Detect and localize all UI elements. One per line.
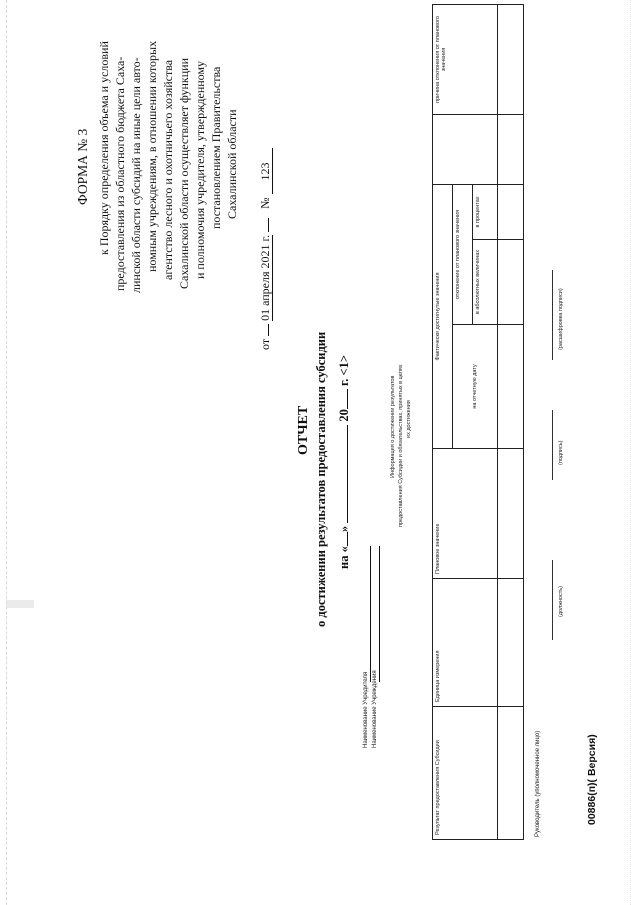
form-number-heading: ФОРМА № 3 bbox=[75, 128, 90, 205]
header-deviation: отклонение от планового значения bbox=[452, 184, 473, 324]
report-subtitle: о достижении результатов предоставления субсидии bbox=[314, 331, 328, 627]
preamble-line-8: постановлением Правительства bbox=[209, 66, 223, 229]
preamble-line-5: агентство лесного и охотничьего хозяйства bbox=[161, 59, 175, 280]
cell-empty bbox=[498, 114, 524, 184]
preamble-line-2: предоставления из областного бюджета Саха- bbox=[113, 56, 127, 291]
institution-underline[interactable] bbox=[379, 546, 380, 682]
cell-on-date[interactable] bbox=[498, 325, 524, 449]
header-pct: в процентах bbox=[473, 184, 498, 239]
preamble-line-7: и полномочия учредителя, утвержденному bbox=[193, 60, 207, 279]
approval-date: 01 апреля 2021 г. bbox=[258, 234, 272, 321]
founder-label: Наименование Учредителя bbox=[363, 671, 369, 748]
cell-reason[interactable] bbox=[498, 4, 524, 114]
report-date-prefix: на « bbox=[337, 546, 351, 569]
approval-number-sign: № bbox=[258, 197, 272, 209]
cell-abs[interactable] bbox=[498, 240, 524, 325]
cell-pct[interactable] bbox=[498, 184, 524, 239]
position-caption: (должность) bbox=[558, 586, 564, 617]
signature-line[interactable] bbox=[552, 410, 553, 480]
approval-underline-mid bbox=[255, 218, 269, 232]
approval-line bbox=[255, 148, 274, 350]
founder-underline[interactable] bbox=[370, 546, 371, 682]
version-mark: 00886(п)( Версия) bbox=[586, 734, 598, 825]
report-title: ОТЧЕТ bbox=[296, 405, 311, 455]
head-label: Руководитель (уполномоченное лицо) bbox=[535, 730, 541, 837]
report-year-prefix: 20 bbox=[337, 409, 351, 422]
preamble-line-6: Сахалинской области осуществляет функции bbox=[177, 58, 191, 289]
header-on-date: на отчетную дату bbox=[452, 325, 497, 449]
cell-plan[interactable] bbox=[498, 449, 524, 579]
table-row bbox=[498, 4, 524, 839]
header-unit: Единица измерения bbox=[433, 579, 498, 707]
report-month-blank[interactable] bbox=[334, 425, 348, 523]
info-heading-line-1: Информация о достижении результатов bbox=[390, 375, 396, 478]
decoding-line[interactable] bbox=[552, 270, 553, 360]
preamble-line-1: к Порядку определения объема и условий bbox=[97, 41, 111, 255]
header-empty-cell bbox=[433, 114, 498, 184]
cell-result[interactable] bbox=[498, 707, 524, 840]
preamble-line-3: линской области субсидий на иные цели авто- bbox=[129, 57, 143, 293]
approval-underline-lead bbox=[255, 324, 269, 336]
position-line[interactable] bbox=[552, 560, 553, 640]
report-day-blank[interactable] bbox=[334, 532, 348, 546]
info-heading-line-2: предоставления Субсидии и обязательствах, принятых в целях bbox=[398, 364, 404, 527]
report-date-suffix: г. <1> bbox=[337, 355, 351, 387]
report-year-blank[interactable] bbox=[334, 389, 348, 409]
approval-prefix: от bbox=[258, 338, 272, 350]
signature-caption: (подпись) bbox=[558, 440, 564, 465]
header-result: Результат предоставления Субсидии bbox=[433, 707, 498, 840]
cell-unit[interactable] bbox=[498, 579, 524, 707]
header-actual: Фактически достигнутые значения bbox=[433, 184, 453, 448]
preamble-line-4: номным учреждениям, в отношении которых bbox=[145, 40, 159, 272]
header-reason: причина отклонения от планового значения bbox=[433, 4, 498, 114]
preamble-line-9: Сахалинской области bbox=[225, 109, 239, 219]
report-date-line bbox=[334, 355, 352, 569]
header-abs: в абсолютных величинах bbox=[473, 240, 498, 325]
approval-number: 123 bbox=[258, 148, 273, 194]
institution-label: Наименование Учреждения bbox=[372, 670, 378, 748]
report-date-mid: » bbox=[337, 525, 351, 533]
decoding-caption: (расшифровка подписи) bbox=[558, 288, 564, 350]
info-heading-line-3: их достижения bbox=[406, 400, 412, 438]
header-plan: Плановое значение bbox=[433, 449, 498, 579]
results-table bbox=[432, 4, 524, 840]
